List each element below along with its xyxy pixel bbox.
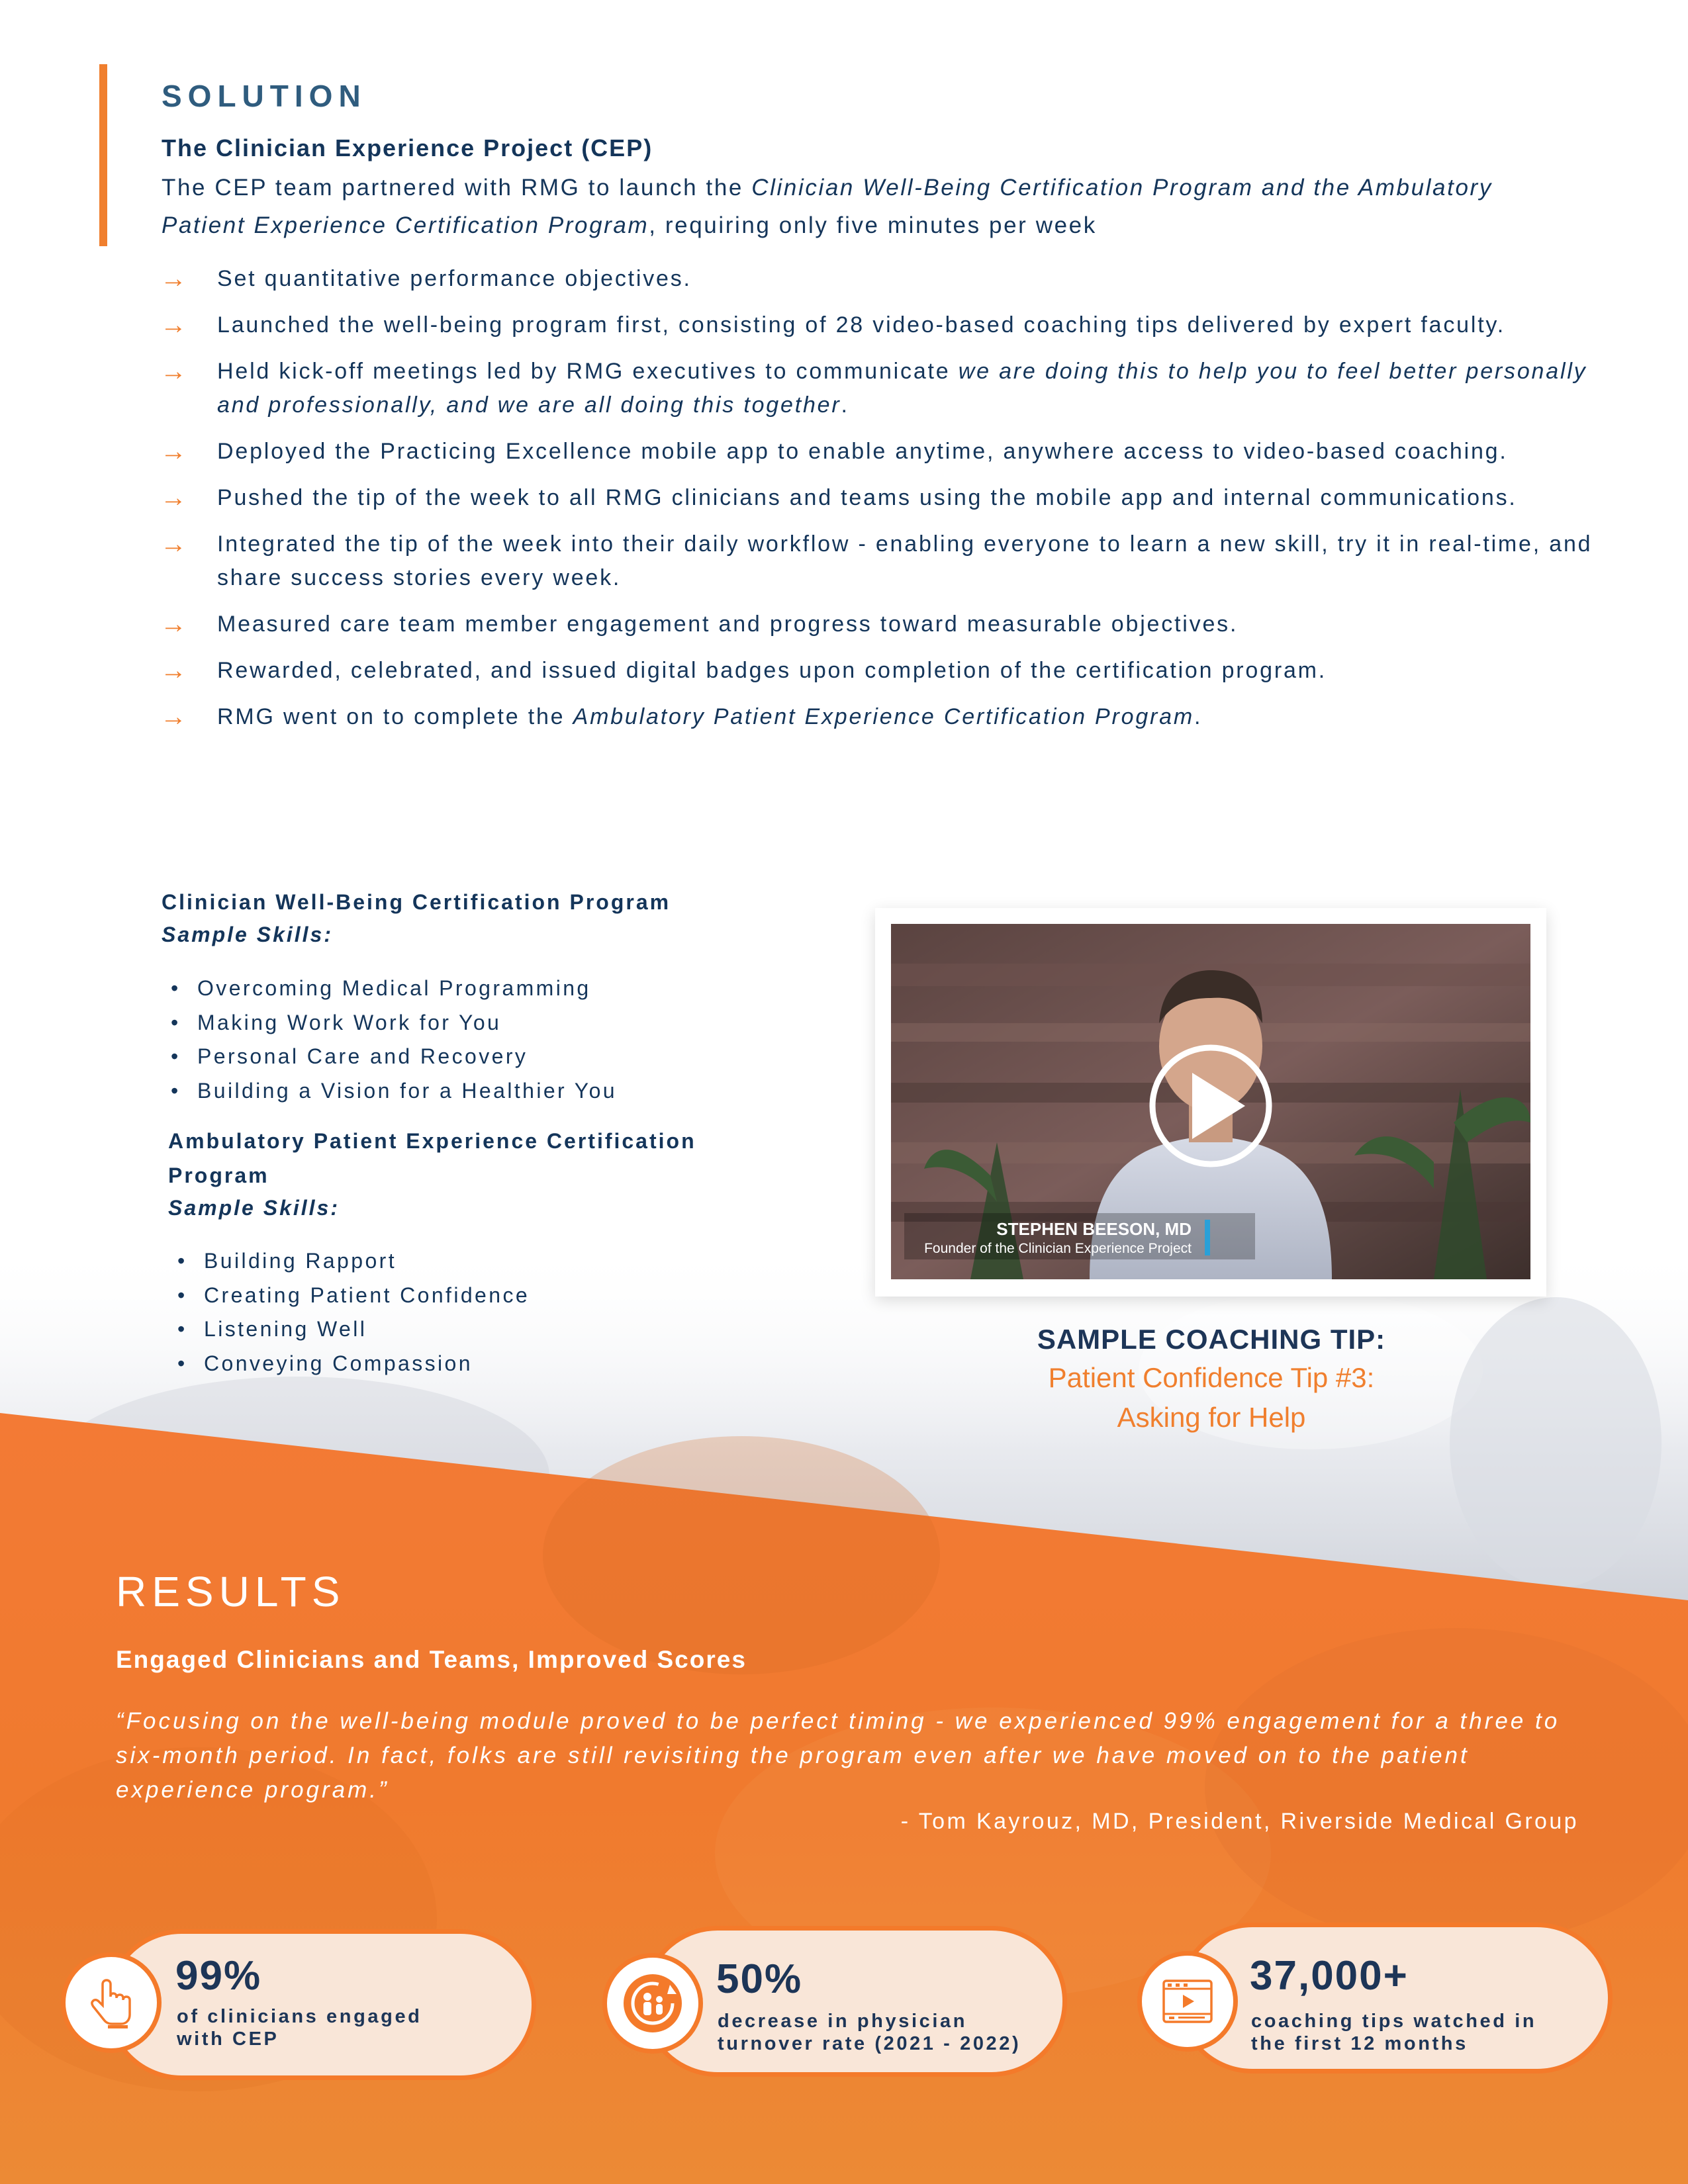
stat-desc-line: turnover rate (2021 - 2022): [718, 2033, 1021, 2054]
program-subtitle: Sample Skills:: [168, 1196, 340, 1220]
solution-bullet: [160, 527, 1603, 595]
skill-item: • Building a Vision for a Healthier You: [162, 1074, 617, 1109]
results-label: RESULTS: [116, 1568, 346, 1615]
program-title: Ambulatory Patient Experience Certification Program: [168, 1129, 696, 1187]
bullet-text: Launched the well-being program first, consisting of 28 video-based coaching tips delivered by expert faculty.: [217, 312, 1505, 338]
video-still: [891, 924, 1530, 1279]
bullet-text: Set quantitative performance objectives.: [217, 266, 692, 291]
stat-description: [1251, 2010, 1536, 2055]
bullet-emphasis: we are doing this to help you to feel better personally and professionally, and we are all doing this together: [217, 359, 1587, 418]
skill-item: • Building Rapport: [168, 1244, 530, 1279]
stat-description: [177, 2005, 422, 2050]
skills-list: [162, 972, 617, 1108]
coaching-tip-title: Patient Confidence Tip #3:: [1048, 1362, 1375, 1393]
testimonial-quote: “Focusing on the well-being module proved to be perfect timing - we experienced 99% engagement for a three to six-month period. In fact, folks are still revisiting the program even after we have moved on to the patient experience program.”: [116, 1708, 1560, 1803]
bullet-tail: .: [841, 392, 849, 418]
bullet-text: Deployed the Practicing Excellence mobile app to enable anytime, anywhere access to video-based coaching.: [217, 439, 1508, 464]
solution-bullet: [160, 262, 1603, 296]
intro-lead: The CEP team partnered with RMG to launch the: [162, 175, 752, 201]
section-label: SOLUTION: [162, 79, 367, 113]
bullet-text: Pushed the tip of the week to all RMG clinicians and teams using the mobile app and internal communications.: [217, 485, 1517, 510]
arrow-right-icon: →: [160, 357, 187, 386]
arrow-right-icon: →: [160, 483, 187, 512]
video-card: [875, 908, 1546, 1297]
video-player-icon: [1137, 1951, 1238, 2052]
arrow-right-icon: →: [160, 437, 187, 466]
solution-bullet: [160, 654, 1603, 688]
bullet-emphasis: Ambulatory Patient Experience Certification Program: [573, 704, 1195, 729]
skill-item: • Personal Care and Recovery: [162, 1040, 617, 1074]
section-title: The Clinician Experience Project (CEP): [162, 134, 653, 161]
video-thumbnail[interactable]: [891, 924, 1530, 1279]
solution-bullet: [160, 608, 1603, 641]
bullet-text: Measured care team member engagement and progress toward measurable objectives.: [217, 612, 1239, 637]
accent-bar: [99, 64, 107, 246]
stat-desc-line: coaching tips watched in: [1251, 2011, 1537, 2032]
skill-item: • Conveying Compassion: [168, 1347, 530, 1381]
skill-item: • Overcoming Medical Programming: [162, 972, 617, 1006]
solution-bullet: [160, 435, 1603, 469]
results-subtitle: Engaged Clinicians and Teams, Improved Scores: [116, 1646, 747, 1673]
arrow-right-icon: →: [160, 610, 187, 639]
stat-description: [718, 2010, 1021, 2055]
intro-program-names: Clinician Well-Being Certification Program and the Ambulatory Patient Experience Certification Program: [162, 175, 1493, 238]
skill-item: • Creating Patient Confidence: [168, 1279, 530, 1313]
solution-bullet-list: [160, 262, 1603, 747]
bullet-text: Held kick-off meetings led by RMG executives to communicate: [217, 359, 959, 384]
arrow-right-icon: →: [160, 264, 187, 293]
hand-pointer-icon: [61, 1952, 162, 2053]
arrow-right-icon: →: [160, 702, 187, 731]
stat-value: 37,000+: [1250, 1953, 1409, 1999]
skill-item: • Making Work Work for You: [162, 1006, 617, 1040]
people-cycle-icon: [602, 1953, 703, 2054]
coaching-tip-heading: SAMPLE COACHING TIP:: [1037, 1324, 1386, 1355]
stat-value: 99%: [175, 1953, 262, 1999]
stat-desc-line: with CEP: [177, 2028, 279, 2050]
coaching-tip-subtitle: Asking for Help: [1117, 1402, 1306, 1433]
program-subtitle: Sample Skills:: [162, 923, 333, 946]
intro-tail: , requiring only five minutes per week: [649, 212, 1097, 238]
arrow-right-icon: →: [160, 310, 187, 340]
bullet-tail: .: [1194, 704, 1203, 729]
intro-paragraph: [162, 169, 1565, 244]
solution-bullet: [160, 355, 1603, 422]
bullet-text: Integrated the tip of the week into their daily workflow - enabling everyone to learn a new skill, try it in real-time, and share success stories every week.: [217, 531, 1593, 590]
stat-value: 50%: [716, 1956, 803, 2002]
testimonial-attribution: - Tom Kayrouz, MD, President, Riverside Medical Group: [900, 1809, 1579, 1834]
bullet-text: RMG went on to complete the: [217, 704, 573, 729]
video-presenter-role: Founder of the Clinician Experience Project: [924, 1241, 1192, 1256]
stat-desc-line: the first 12 months: [1251, 2033, 1468, 2054]
skill-item: • Listening Well: [168, 1312, 530, 1347]
stat-card: [106, 1929, 536, 2080]
arrow-right-icon: →: [160, 656, 187, 685]
arrow-right-icon: →: [160, 529, 187, 559]
video-presenter-name: STEPHEN BEESON, MD: [996, 1219, 1192, 1239]
solution-bullet: [160, 308, 1603, 342]
stat-desc-line: of clinicians engaged: [177, 2006, 422, 2027]
stat-desc-line: decrease in physician: [718, 2011, 968, 2032]
solution-bullet: [160, 700, 1603, 734]
program-title: Clinician Well-Being Certification Program: [162, 890, 671, 914]
skills-list: [168, 1244, 530, 1381]
solution-bullet: [160, 481, 1603, 515]
bullet-text: Rewarded, celebrated, and issued digital badges upon completion of the certification program.: [217, 658, 1327, 683]
